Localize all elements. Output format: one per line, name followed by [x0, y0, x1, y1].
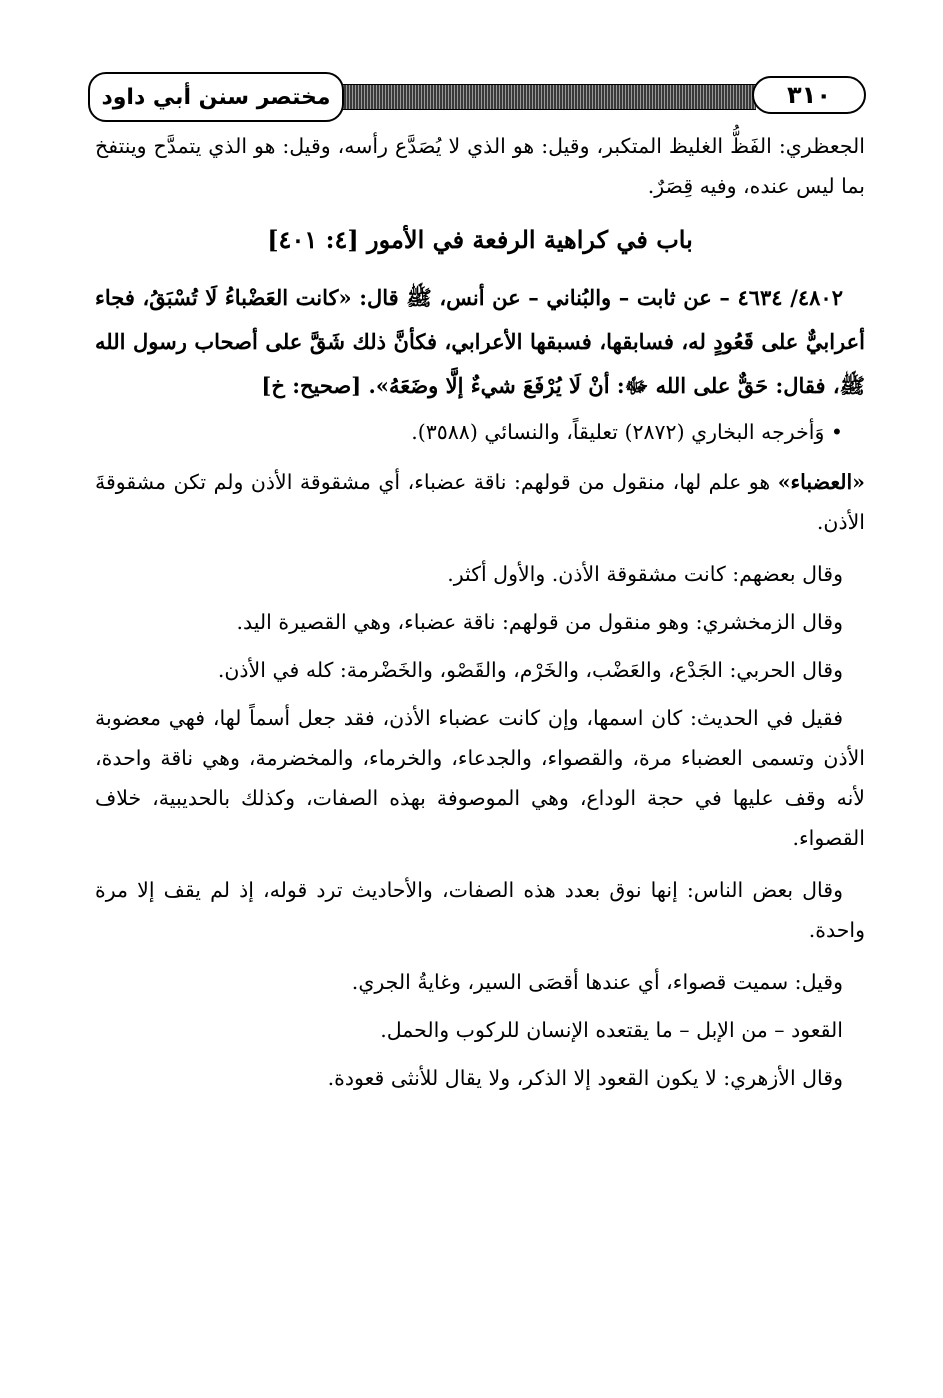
- page-body: [95, 126, 865, 1106]
- hadith-number: ٤٨٠٢/ ٤٦٣٤: [737, 285, 843, 310]
- hadith-grade: [صحيح: خ]: [261, 373, 362, 398]
- closing-block: [95, 962, 865, 1098]
- commentary-paragraph: وقال الزمخشري: وهو منقول من قولهم: ناقة عضباء، وهي القصيرة اليد.: [236, 610, 843, 634]
- closing-paragraph: القعود – من الإبل – ما يقتعده الإنسان للركوب والحمل.: [380, 1018, 843, 1042]
- closing-paragraph: وقيل: سميت قصواء، أي عندها أقصَى السير، وغايةُ الجري.: [351, 970, 843, 994]
- explanation-text: هو علم لها، منقول من قولهم: ناقة عضباء، أي مشقوقة الأذن ولم تكن مشقوقةَ الأذن.: [95, 470, 865, 534]
- hadith-text: [95, 276, 865, 408]
- closing-paragraph: وقال الأزهري: لا يكون القعود إلا الذكر، ولا يقال للأنثى قعودة.: [327, 1066, 843, 1090]
- takhrij-line: • وَأخرجه البخاري (٢٨٧٢) تعليقاً، والنسائي (٣٥٨٨).: [411, 420, 843, 444]
- explanation-paragraph: [95, 462, 865, 542]
- explanation-term: «العضباء»: [777, 470, 865, 494]
- chapter-heading: باب في كراهية الرفعة في الأمور [٤: ٤٠١]: [267, 225, 693, 254]
- commentary-paragraph: وقال بعض الناس: إنها نوق بعدد هذه الصفات، والأحاديث ترد قوله، إذ لم يقف إلا مرة واحدة.: [95, 878, 865, 942]
- commentary-paragraph: وقال بعضهم: كانت مشقوقة الأذن. والأول أكثر.: [447, 562, 843, 586]
- commentary-paragraph: فقيل في الحديث: كان اسمها، وإن كانت عضباء الأذن، فقد جعل أسماً لها، فهي معضوبة الأذن وتسمى العضباء مرة، والقصواء، والجدعاء، والخرماء، والمخضرمة، وهي ناقة واحدة، لأنه وقف عليها في حجة الوداع، وهي الموصوفة بهذه الصفات، وكذلك بالحديبية، خلاف القصواء.: [95, 706, 865, 850]
- commentary-paragraph: وقال الحربي: الجَدْع، والعَضْب، والخَرْم، والقَصْو، والخَضْرمة: كله في الأذن.: [217, 658, 843, 682]
- top-paragraph: الجعظري: الفَظُّ الغليظ المتكبر، وقيل: هو الذي لا يُصَدَّع رأسه، وقيل: هو الذي يتمدَّح وينتفخ بما ليس عنده، وفيه قِصَرٌ.: [95, 134, 865, 198]
- page-number: ٣١٠: [752, 76, 866, 114]
- header-decorative-band: [338, 84, 756, 110]
- book-title: مختصر سنن أبي داود: [88, 72, 344, 122]
- page-header: [88, 72, 866, 128]
- hadith-body: – عن ثابت – والبُناني – عن أنس، ﷺ قال: «كانت العَضْباءُ لَا تُسْبَقُ، فجاء أعرابيٌّ على قَعُودٍ له، فسابقها، فسبقها الأعرابي، فكأنَّ ذلك شَقَّ على أصحاب رسول الله ﷺ، فقال: حَقٌّ على الله ﷻ: أنْ لَا يُرْفَعَ شيءٌ إلَّا وضَعَهُ».: [95, 285, 865, 398]
